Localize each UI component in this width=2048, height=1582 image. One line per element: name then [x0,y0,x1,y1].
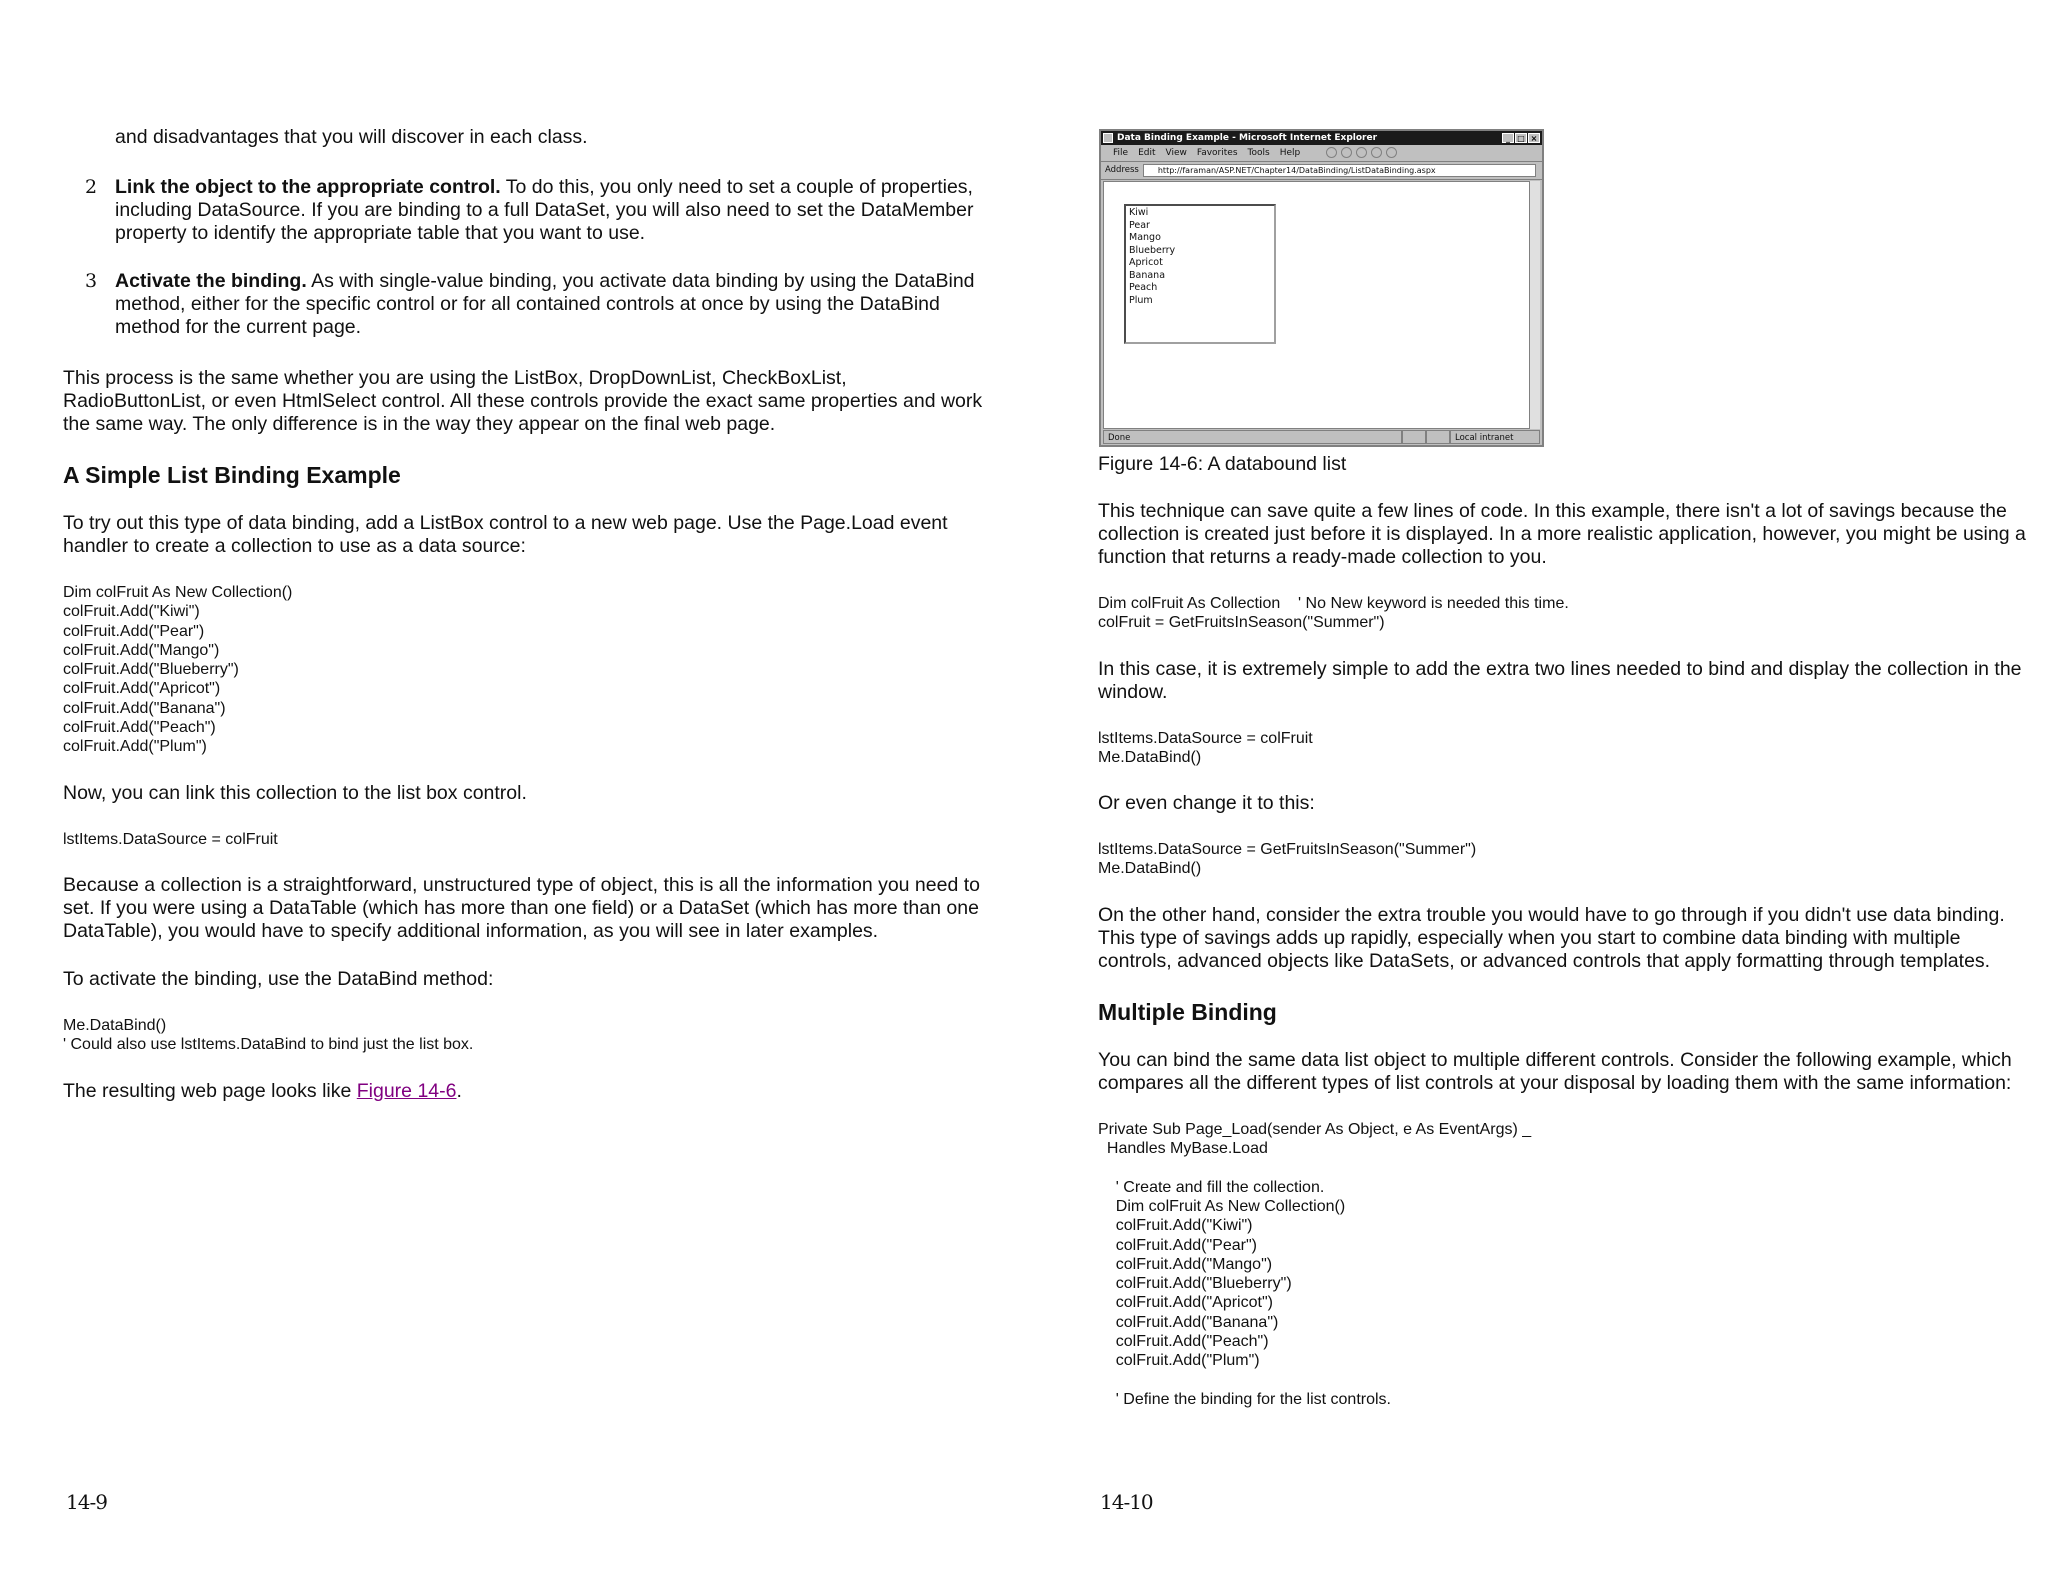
code-block-page-load: Private Sub Page_Load(sender As Object, e As EventArgs) _ Handles MyBase.Load ' Create and fill the collection. Dim colFruit As New Collection() colFruit.Add("Kiwi") colFruit.Add("Pear") colFruit.Add("Mango") colFruit.Add("Blueberry") colFruit.Add("Apricot") colFruit.Add("Banana") colFruit.Add("Peach") colFruit.Add("Plum") ' Define the binding for the list controls. [1098,1120,1532,1408]
section-heading: A Simple List Binding Example [63,462,401,488]
menu-tools[interactable]: Tools [1247,148,1270,158]
menu-file[interactable]: File [1113,148,1129,158]
menu-favorites[interactable]: Favorites [1196,148,1238,158]
paragraph-process: This process is the same whether you are using the ListBox, DropDownList, CheckBoxList, RadioButtonList, or even HtmlSelect control. All these controls provide the exact same properties and work the same way. The only difference is in the way they appear on the final web page. [63,367,983,435]
menu-edit[interactable]: Edit [1138,148,1156,158]
browser-content [1103,181,1530,429]
list-item[interactable]: Mango [1129,232,1161,243]
right-page [1024,0,2048,1582]
menu-view[interactable]: View [1165,148,1187,158]
paragraph-case: In this case, it is extremely simple to add the extra two lines needed to bind and display the collection in the window. [1098,657,2022,703]
stop-icon[interactable] [1356,147,1367,158]
forward-icon[interactable] [1341,147,1352,158]
paragraph-try: To try out this type of data binding, add a ListBox control to a new web page. Use the Page.Load event handler to create a collection to use as a data source: [63,512,948,557]
status-panel [1426,430,1450,444]
code-block-databind: Me.DataBind() ' Could also use lstItems.DataBind to bind just the list box. [63,1016,474,1054]
vertical-scrollbar[interactable] [1530,181,1540,429]
menu-help[interactable]: Help [1279,148,1301,158]
step-3 [63,270,983,339]
minimize-icon[interactable]: _ [1502,133,1514,143]
code-block-bind-function: lstItems.DataSource = GetFruitsInSeason("Summer") Me.DataBind() [1098,841,1477,878]
step-2 [63,176,983,245]
ie-logo-icon [1103,133,1113,143]
paragraph-now: Now, you can link this collection to the list box control. [63,781,527,804]
fruit-listbox[interactable] [1124,204,1276,344]
code-block-getfruits: Dim colFruit As Collection ' No New keyword is needed this time. colFruit = GetFruitsInSeason("Summer") [1098,595,1569,632]
result-period: . [456,1079,462,1102]
continuation-text: and disadvantages that you will discover in each class. [115,126,588,148]
browser-title: Data Binding Example - Microsoft Internet Explorer [1117,133,1378,143]
status-panel [1402,430,1426,444]
paragraph-or: Or even change it to this: [1098,792,1315,815]
code-block-collection: Dim colFruit As New Collection() colFruit.Add("Kiwi") colFruit.Add("Pear") colFruit.Add("Mango") colFruit.Add("Blueberry") colFruit.Add("Apricot") colFruit.Add("Banana") colFruit.Add("Peach") colFruit.Add("Plum") [63,584,293,756]
step-title: Link the object to the appropriate control. [115,176,501,198]
list-item[interactable]: Kiwi [1129,207,1149,218]
code-block-datasource: lstItems.DataSource = colFruit [63,830,278,848]
result-text: The resulting web page looks like [63,1079,357,1102]
figure-caption: Figure 14-6: A databound list [1098,453,1347,475]
address-bar [1101,162,1542,180]
browser-toolbar [1326,147,1397,158]
paragraph-other-hand: On the other hand, consider the extra trouble you would have to go through if you didn't use data binding. This type of savings adds up rapidly, especially when you start to combine data binding with multiple controls, advanced objects like DataSets, or advanced controls that apply formatting through templates. [1098,903,2005,972]
list-item[interactable]: Peach [1129,282,1158,293]
page-number: 14-10 [1100,1490,1153,1514]
close-icon[interactable]: × [1528,133,1540,143]
address-input[interactable]: http://faraman/ASP.NET/Chapter14/DataBinding/ListDataBinding.aspx [1143,164,1536,177]
home-icon[interactable] [1386,147,1397,158]
browser-screenshot [1099,129,1544,447]
paragraph-bind-multiple: You can bind the same data list object to multiple different controls. Consider the following example, which compares all the different types of list controls at your disposal by loading them with the same information: [1098,1048,2012,1094]
step-number: 3 [85,270,98,292]
paragraph-result [63,1080,983,1103]
window-controls [1502,133,1540,143]
step-title: Activate the binding. [115,270,307,292]
status-text: Done [1103,430,1402,444]
list-item[interactable]: Pear [1129,219,1150,231]
list-item[interactable]: Blueberry [1129,244,1176,256]
list-item[interactable]: Banana [1129,269,1166,281]
maximize-icon[interactable]: □ [1515,133,1527,143]
left-column [63,126,983,1128]
paragraph-because: Because a collection is a straightforward, unstructured type of object, this is all the information you need to set. If you were using a DataTable (which has more than one field) or a DataSet (which has more than one DataTable), you would have to specify additional information, as you will see in later examples. [63,873,980,942]
right-column [1098,129,2028,1434]
paragraph-activate: To activate the binding, use the DataBind method: [63,967,494,990]
section-heading: Multiple Binding [1098,998,1277,1025]
step-number: 2 [85,176,98,198]
step-text: To do this, you only need to set a couple of properties, including DataSource. If you are binding to a full DataSet, you will also need to set the DataMember property to identify the appropriate table that you want to use. [115,176,974,244]
refresh-icon[interactable] [1371,147,1382,158]
page-number: 14-9 [66,1490,107,1514]
status-zone: Local intranet [1450,430,1540,444]
code-block-bind: lstItems.DataSource = colFruit Me.DataBind() [1098,729,1313,766]
step-text: As with single-value binding, you activate data binding by using the DataBind method, either for the specific control or for all contained controls at once by using the DataBind method for the current page. [115,270,975,338]
paragraph-technique: This technique can save quite a few lines of code. In this example, there isn't a lot of savings because the collection is created just before it is displayed. In a more realistic application, however, you might be using a function that returns a ready-made collection to you. [1098,500,2026,568]
browser-menu-bar [1101,145,1542,162]
figure-link[interactable]: Figure 14-6 [356,1079,457,1102]
address-label: Address [1105,165,1139,175]
status-bar [1103,430,1540,444]
list-item[interactable]: Plum [1129,294,1153,306]
back-icon[interactable] [1326,147,1337,158]
browser-title-bar [1101,131,1542,145]
list-item[interactable]: Apricot [1129,257,1163,268]
